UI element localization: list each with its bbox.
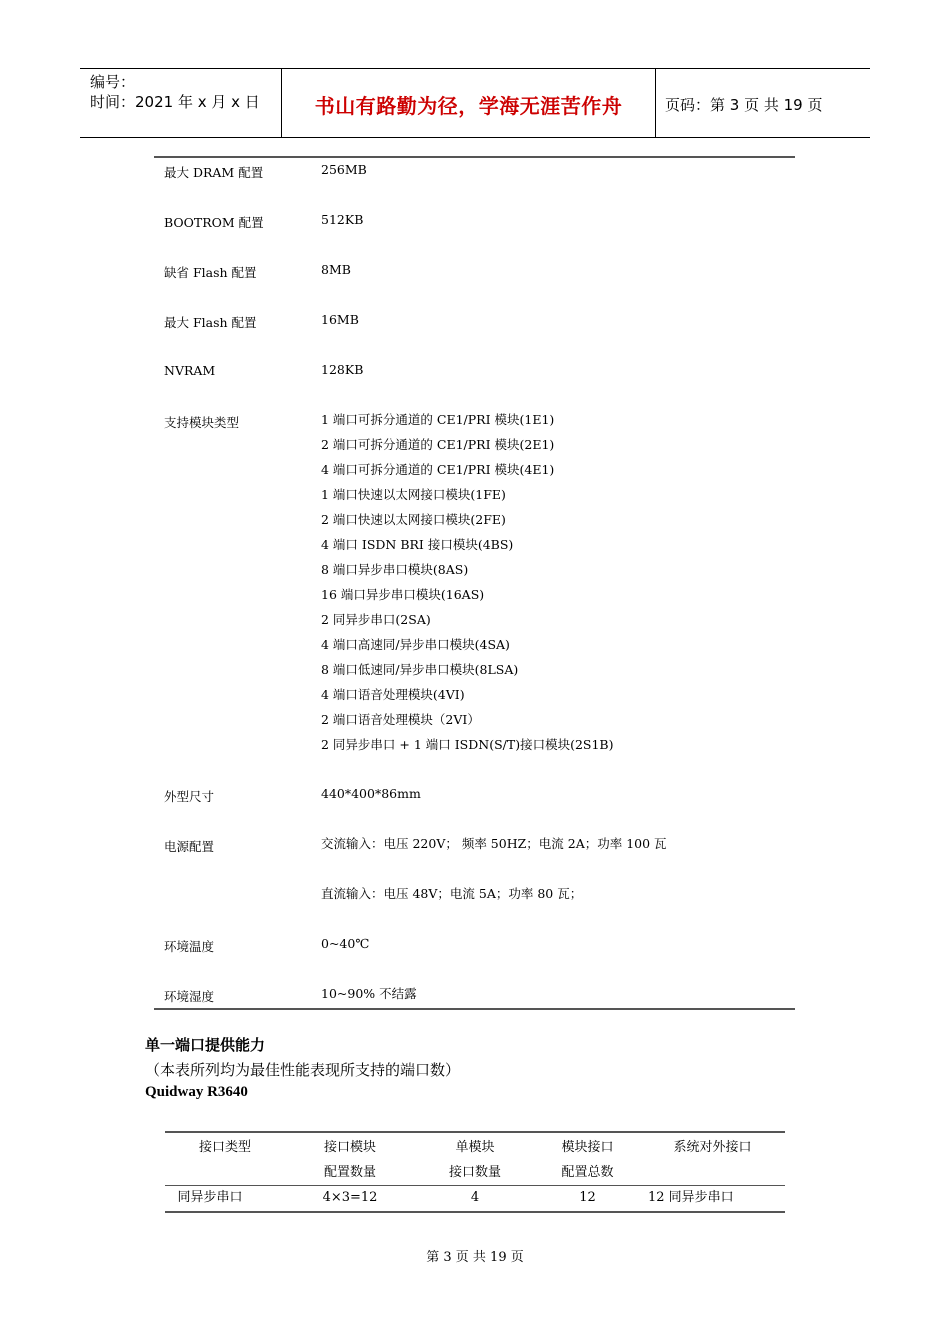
- spec-label: 外型尺寸: [164, 789, 215, 804]
- column-header-line: 接口数量: [448, 1165, 501, 1180]
- header-page-cell: [655, 69, 870, 137]
- column-header: [165, 1135, 285, 1160]
- column-header-line: 单模块: [455, 1140, 495, 1155]
- page-number-label: 页码：第 3 页 共 19 页: [665, 96, 823, 114]
- spec-value: 256MB: [321, 162, 367, 177]
- model-name: Quidway R3640: [145, 1084, 248, 1100]
- column-header: [415, 1135, 535, 1185]
- port-capacity-table: [165, 1131, 785, 1213]
- spec-value: 512KB: [321, 212, 364, 227]
- header-info-cell: [80, 69, 281, 137]
- column-header-line: 接口模块: [323, 1140, 376, 1155]
- spec-value: 440*400*86mm: [321, 786, 421, 801]
- spec-label: 电源配置: [164, 839, 215, 854]
- section-title: 单一端口提供能力: [145, 1036, 266, 1054]
- header-motto-cell: [281, 69, 656, 137]
- motto-text: 书山有路勤为径，学海无涯苦作舟: [314, 94, 623, 118]
- spec-value: 4 端口语音处理模块(4VI): [321, 687, 465, 702]
- header-divider: [165, 1185, 785, 1186]
- spec-value: 0~40℃: [321, 936, 370, 951]
- spec-label: NVRAM: [164, 363, 216, 378]
- spec-value: 直流输入：电压 48V；电流 5A；功率 80 瓦；: [321, 886, 583, 901]
- table-cell: 12 同异步串口: [648, 1190, 734, 1205]
- spec-value: 1 端口可拆分通道的 CE1/PRI 模块(1E1): [321, 412, 555, 427]
- spec-value: 1 端口快速以太网接口模块(1FE): [321, 487, 506, 502]
- spec-value: 2 同异步串口 + 1 端口 ISDN(S/T)接口模块(2S1B): [321, 737, 614, 752]
- column-header-line: 系统对外接口: [673, 1140, 752, 1155]
- column-header-line: 模块接口: [561, 1140, 614, 1155]
- spec-table: [154, 156, 795, 1010]
- column-header-line: 接口类型: [198, 1140, 251, 1155]
- page-footer: 第 3 页 共 19 页: [426, 1250, 524, 1265]
- section-note: （本表所列均为最佳性能表现所支持的端口数）: [145, 1061, 461, 1079]
- table-cell: 同异步串口: [177, 1190, 243, 1205]
- spec-value: 交流输入：电压 220V； 频率 50HZ；电流 2A；功率 100 瓦: [321, 836, 667, 851]
- table-cell: 4×3=12: [322, 1190, 378, 1205]
- spec-value: 8MB: [321, 262, 351, 277]
- table-cell: 4: [470, 1190, 480, 1205]
- document-time-label: 时间：2021 年 x 月 x 日: [90, 93, 260, 111]
- spec-value: 128KB: [321, 362, 364, 377]
- spec-value: 10~90% 不结露: [321, 986, 417, 1001]
- spec-value: 16MB: [321, 312, 359, 327]
- spec-value: 2 端口可拆分通道的 CE1/PRI 模块(2E1): [321, 437, 555, 452]
- spec-value: 4 端口高速同/异步串口模块(4SA): [321, 637, 510, 652]
- spec-value: 2 同异步串口(2SA): [321, 612, 431, 627]
- spec-value: 16 端口异步串口模块(16AS): [321, 587, 485, 602]
- spec-value: 4 端口 ISDN BRI 接口模块(4BS): [321, 537, 514, 552]
- document-number-label: 编号：: [90, 73, 136, 91]
- spec-label: 最大 DRAM 配置: [164, 165, 264, 180]
- column-header: [640, 1135, 785, 1160]
- column-header-line: 配置总数: [561, 1165, 614, 1180]
- spec-value: 8 端口低速同/异步串口模块(8LSA): [321, 662, 519, 677]
- spec-value: 2 端口快速以太网接口模块(2FE): [321, 512, 506, 527]
- column-header: [285, 1135, 415, 1185]
- spec-value: 2 端口语音处理模块（2VI）: [321, 712, 480, 727]
- spec-label: 最大 Flash 配置: [164, 315, 257, 330]
- spec-label: BOOTROM 配置: [164, 215, 264, 230]
- spec-value: 8 端口异步串口模块(8AS): [321, 562, 469, 577]
- spec-label: 支持模块类型: [164, 415, 240, 430]
- column-header: [535, 1135, 640, 1185]
- spec-label: 环境温度: [164, 939, 215, 954]
- spec-label: 环境湿度: [164, 989, 215, 1004]
- table-cell: 12: [579, 1190, 596, 1205]
- page-header: [80, 68, 870, 138]
- spec-label: 缺省 Flash 配置: [164, 265, 257, 280]
- spec-value: 4 端口可拆分通道的 CE1/PRI 模块(4E1): [321, 462, 555, 477]
- column-header-line: 配置数量: [323, 1165, 376, 1180]
